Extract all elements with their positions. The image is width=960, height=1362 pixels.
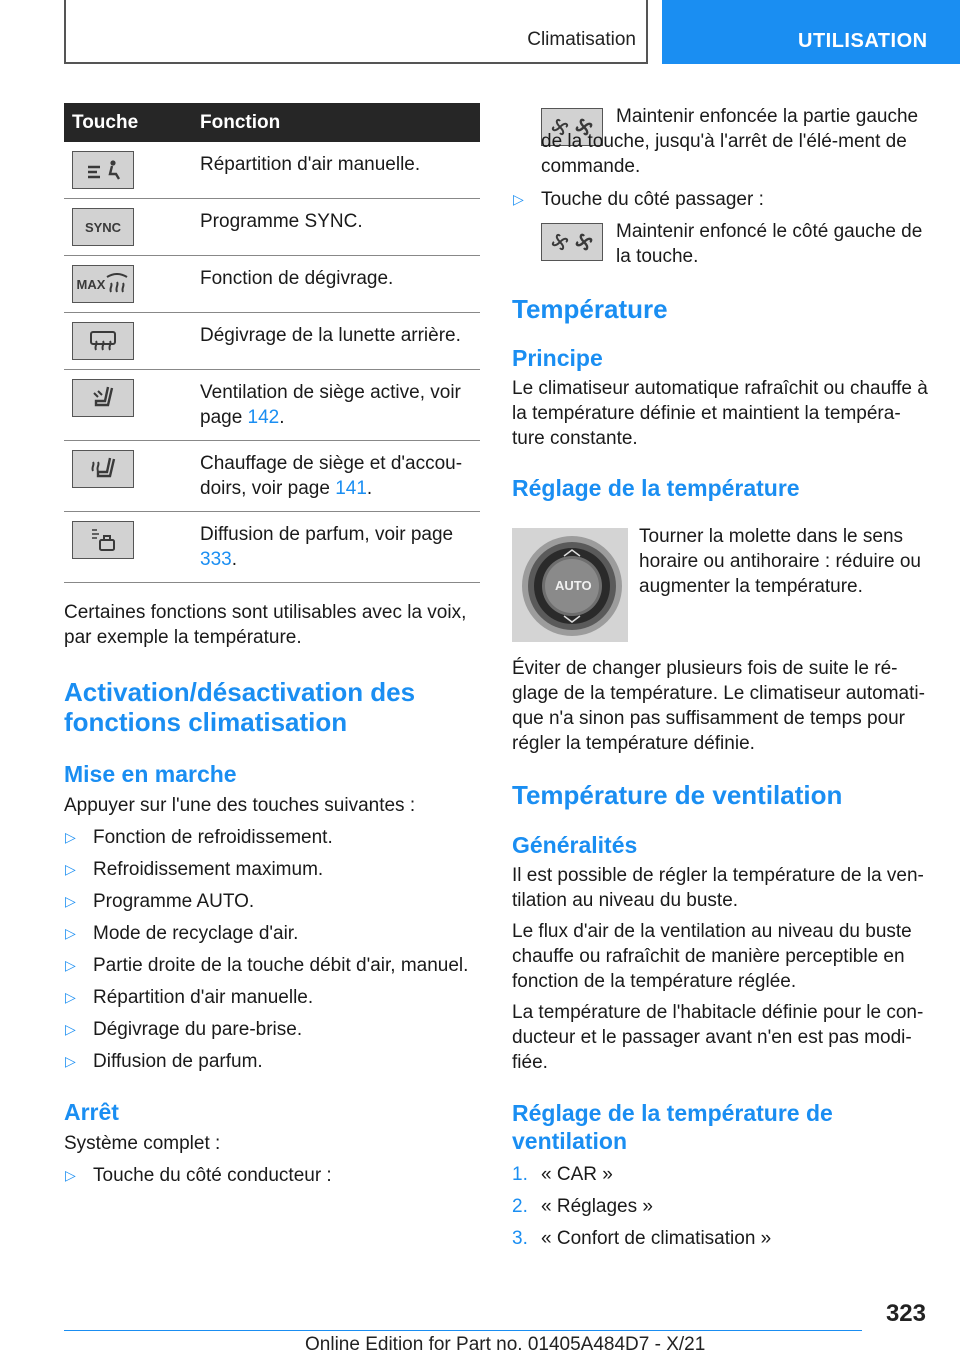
off-list [64, 1163, 474, 1188]
list-item: 3. « Confort de climatisation » [512, 1228, 772, 1249]
list-item: ▷ Mode de recyclage d'air. [65, 923, 299, 944]
max-defrost-icon [72, 265, 134, 303]
heading-principle: Principe [512, 345, 603, 371]
bullet-marker-icon: ▷ [65, 893, 76, 909]
dial-instruction: Tourner la molette dans le sens horaire ou antihoraire : réduire ou augmenter la température. [639, 526, 922, 597]
dial-auto-label: AUTO [555, 578, 592, 593]
list-item: ▷ Refroidissement maximum. [65, 859, 324, 880]
heading-general: Généralités [512, 832, 638, 858]
steps-list [512, 1162, 930, 1251]
passenger-hold-instruction: Maintenir enfoncé le côté gauche de la touche. [616, 221, 923, 267]
page-link-333[interactable]: 333 [200, 549, 232, 570]
row-text: Ventilation de siège active, voir page [200, 382, 461, 428]
heading-off: Arrêt [64, 1099, 119, 1125]
heading-activation: Activation/désactivation des fonctions climatisation [64, 677, 416, 737]
chapter-tab-label: UTILISATION [798, 30, 928, 52]
sync-icon [72, 208, 134, 246]
sync-key-label: SYNC [84, 219, 122, 235]
table-row [64, 256, 480, 313]
bullet-marker-icon: ▷ [65, 1021, 76, 1037]
list-item: 1. « CAR » [512, 1164, 613, 1185]
list-item: ▷ Diffusion de parfum. [65, 1051, 263, 1072]
fragrance-icon [72, 521, 134, 559]
table-row [64, 313, 480, 370]
bullet-marker-icon: ▷ [65, 829, 76, 845]
list-item: ▷ Programme AUTO. [65, 891, 255, 912]
footer-divider [64, 1330, 862, 1331]
bullet-marker-icon: ▷ [65, 1053, 76, 1069]
heading-vent-temperature: Température de ventilation [512, 780, 843, 810]
driver-hold-instruction: Maintenir enfoncée la partie gauche de la touche, jusqu'à l'arrêt de l'élé-ment de commande. [541, 106, 919, 177]
off-intro: Système complet : [64, 1133, 221, 1154]
on-intro: Appuyer sur l'une des touches suivantes : [64, 795, 416, 816]
list-item: ▷ Fonction de refroidissement. [65, 827, 333, 848]
temperature-dial-image [512, 528, 628, 642]
bullet-marker-icon: ▷ [65, 957, 76, 973]
table-row [64, 142, 480, 199]
row-text: Diffusion de parfum, voir page [200, 524, 454, 545]
general-text-2: Le flux d'air de la ventilation au niveau du buste chauffe ou rafraîchit de manière perceptible en fonction de la température réglée. [512, 921, 912, 992]
general-text-3: La température de l'habitacle définie pour le con-ducteur et le passager avant n'en est pas modi-fiée. [512, 1002, 924, 1073]
row-text: Fonction de dégivrage. [196, 256, 480, 313]
on-list [64, 825, 474, 1074]
rear-window-defrost-icon [72, 322, 134, 360]
seat-ventilation-icon [72, 379, 134, 417]
key-function-table [64, 103, 480, 583]
list-item: ▷ Partie droite de la touche débit d'air, manuel. [65, 955, 469, 976]
list-item: ▷ Touche du côté passager : [513, 189, 764, 210]
air-distribution-icon [72, 151, 134, 189]
heading-temperature: Température [512, 294, 668, 324]
general-text-1: Il est possible de régler la température de la ven-tilation au niveau du buste. [512, 865, 924, 911]
page-number: 323 [885, 1300, 926, 1327]
table-header [64, 103, 480, 142]
page-link-141[interactable]: 141 [335, 478, 367, 499]
row-text: Dégivrage de la lunette arrière. [196, 313, 480, 370]
max-key-label: MAX [76, 276, 106, 292]
col-function-header: Fonction [196, 103, 480, 142]
right-column-vent [512, 656, 930, 1258]
chapter-tab[interactable] [662, 0, 960, 64]
voice-note: Certaines fonctions sont utilisables avec la voix, par exemple la température. [64, 602, 467, 648]
list-item: 2. « Réglages » [512, 1196, 653, 1217]
row-text: Répartition d'air manuelle. [196, 142, 480, 199]
col-key-header: Touche [64, 103, 196, 142]
list-item: ▷ Dégivrage du pare-brise. [65, 1019, 303, 1040]
list-item: ▷ Répartition d'air manuelle. [65, 987, 314, 1008]
bullet-marker-icon: ▷ [65, 861, 76, 877]
edition-footer: Online Edition for Part no. 01405A484D7 - X/21 [305, 1334, 706, 1355]
table-row: Diffusion de parfum, voir page 333. [64, 512, 480, 583]
fan-off-key-icon-passenger [541, 223, 603, 261]
table-row: Chauffage de siège et d'accou-doirs, voir page 141. [64, 441, 480, 512]
seat-heating-icon [72, 450, 134, 488]
bullet-marker-icon: ▷ [65, 989, 76, 1005]
left-column [64, 600, 474, 1195]
row-text: Chauffage de siège et d'accou-doirs, voir page [200, 453, 463, 499]
right-column-temp [512, 294, 930, 502]
list-item: ▷ Touche du côté conducteur : [65, 1165, 332, 1186]
bullet-marker-icon: ▷ [65, 925, 76, 941]
bullet-marker-icon: ▷ [65, 1167, 76, 1183]
section-title: Climatisation [527, 29, 636, 50]
table-row [64, 199, 480, 256]
table-row: Ventilation de siège active, voir page 142. [64, 370, 480, 441]
heading-temp-setting: Réglage de la température [512, 475, 800, 501]
row-text: Programme SYNC. [196, 199, 480, 256]
heading-vent-setting: Réglage de la température de ventilation [512, 1100, 833, 1154]
bullet-marker-icon: ▷ [513, 191, 524, 207]
page-link-142[interactable]: 142 [247, 407, 280, 428]
avoid-text: Éviter de changer plusieurs fois de suite le ré-glage de la température. Le climatiseur automati-que n'a sinon pas suffisamment de temps pour régler la température définie. [512, 658, 925, 754]
heading-on: Mise en marche [64, 761, 237, 787]
principle-text: Le climatiseur automatique rafraîchit ou chauffe à la température définie et maintient la tempéra-ture constante. [512, 378, 928, 449]
passenger-list [512, 187, 930, 219]
